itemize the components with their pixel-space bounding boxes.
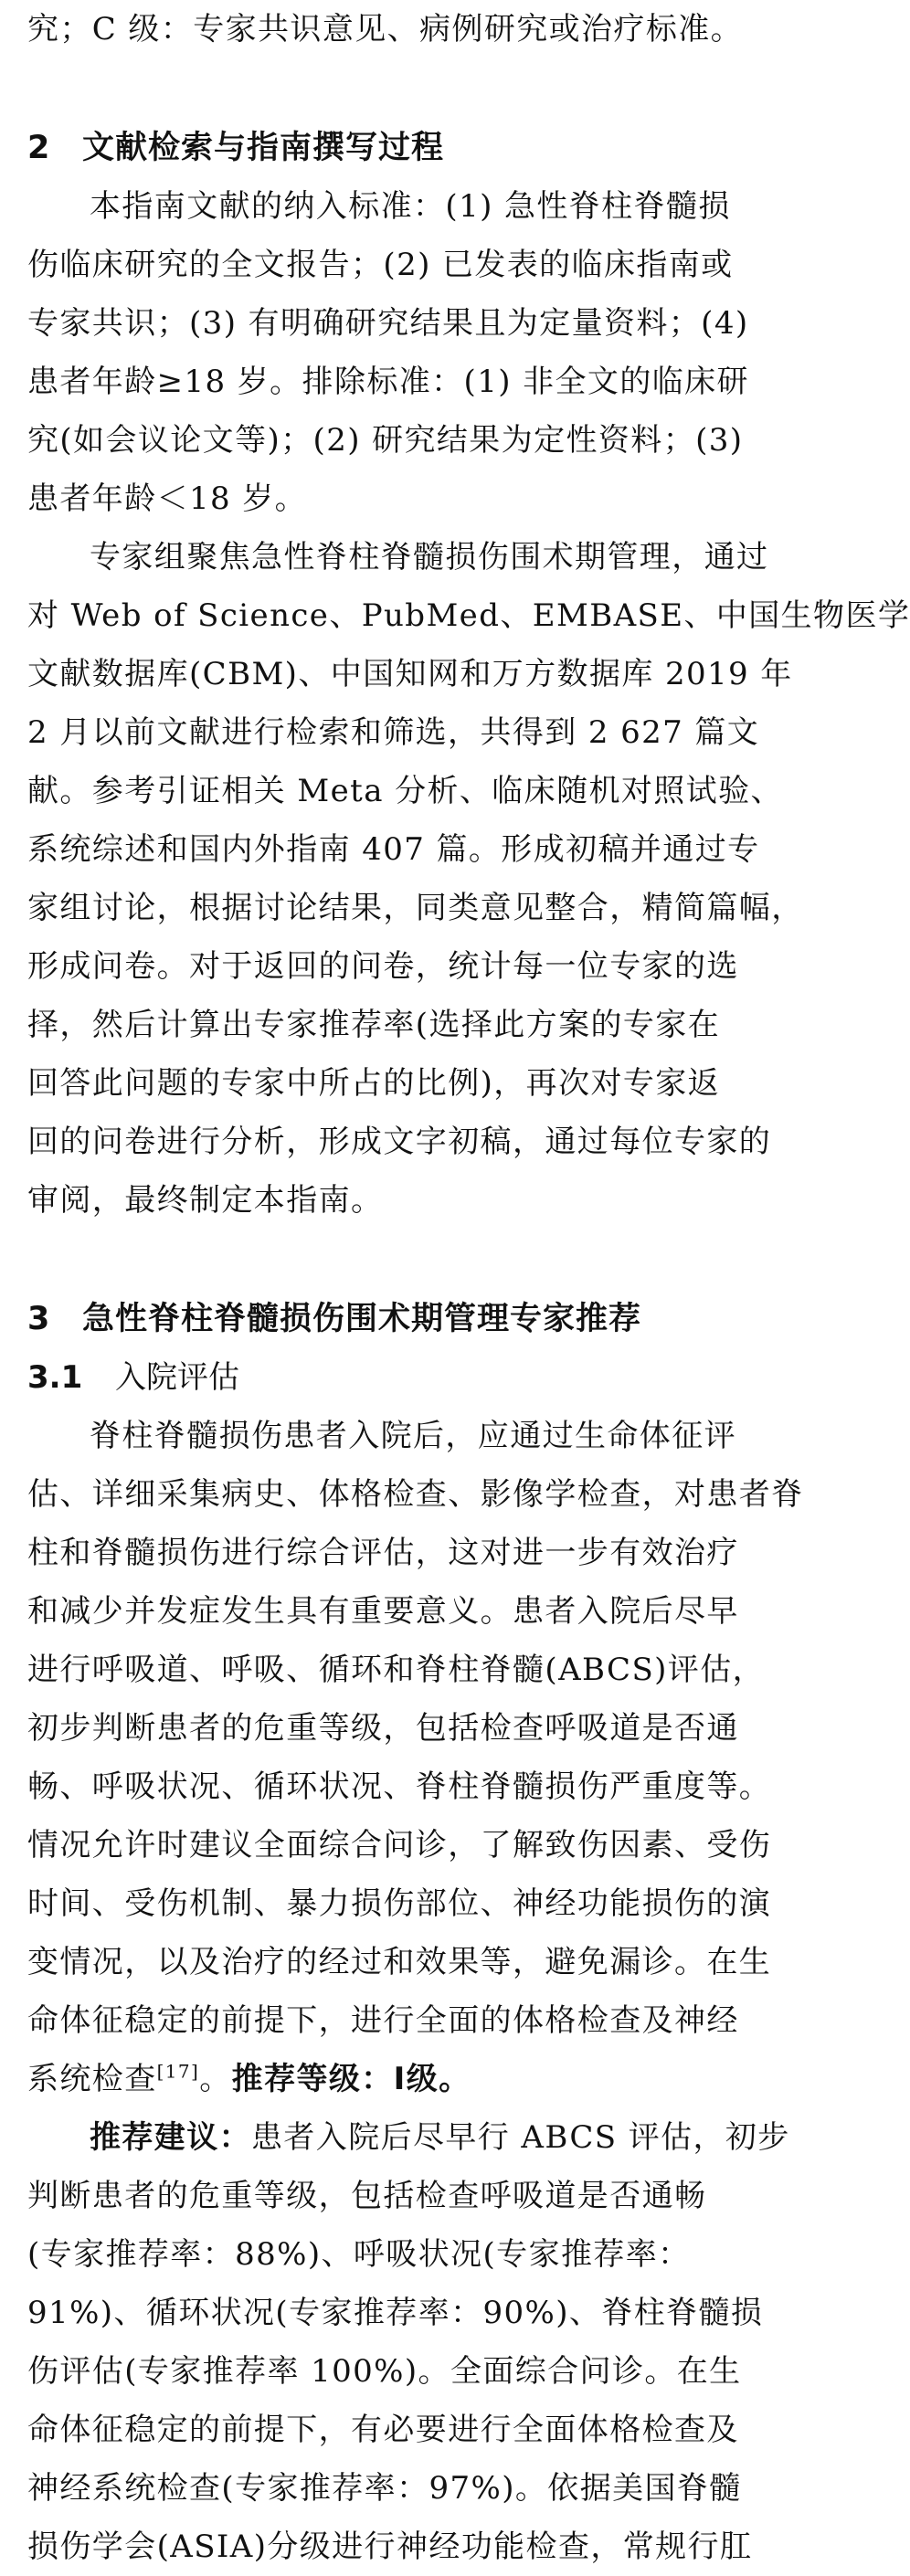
text-line: 家组讨论，根据讨论结果，同类意见整合，精简篇幅， bbox=[27, 890, 804, 926]
text-line: 时间、受伤机制、暴力损伤部位、神经功能损伤的演 bbox=[27, 1885, 772, 1922]
text-line: 柱和脊髓损伤进行综合评估，这对进一步有效治疗 bbox=[27, 1535, 739, 1571]
text-line: 回的问卷进行分析，形成文字初稿，通过每位专家的 bbox=[27, 1124, 772, 1160]
section-2-heading bbox=[27, 119, 791, 177]
text-line: 专家组聚焦急性脊柱脊髓损伤围术期管理，通过 bbox=[90, 539, 769, 575]
text-line: 本指南文献的纳入标准：(1) 急性脊柱脊髓损 bbox=[90, 188, 731, 225]
text-fragment: 患者入院后尽早行 ABCS 评估，初步 bbox=[251, 2119, 790, 2156]
text-line: 形成问卷。对于返回的问卷，统计每一位专家的选 bbox=[27, 948, 739, 985]
top-line: 究；C 级：专家共识意见、病例研究或治疗标准。 bbox=[27, 11, 744, 48]
subsection-3-1-number: 3.1 bbox=[27, 1359, 83, 1396]
text-line: 伤评估(专家推荐率 100%)。全面综合问诊。在生 bbox=[27, 2353, 742, 2390]
text-line: 命体征稳定的前提下，有必要进行全面体格检查及 bbox=[27, 2412, 739, 2448]
section-2-title: 文献检索与指南撰写过程 bbox=[82, 130, 445, 166]
subsection-3-1-heading bbox=[27, 1348, 791, 1407]
section-3-title: 急性脊柱脊髓损伤围术期管理专家推荐 bbox=[82, 1301, 642, 1337]
recommendation-label: 推荐建议： bbox=[90, 2119, 251, 2156]
text-fragment: 系统检查 bbox=[27, 2061, 157, 2097]
section-2-paragraph-2 bbox=[27, 528, 910, 1230]
text-line: 初步判断患者的危重等级，包括检查呼吸道是否通 bbox=[27, 1710, 739, 1747]
text-line: 损伤学会(ASIA)分级进行神经功能检查，常规行肛 bbox=[27, 2528, 753, 2565]
text-line bbox=[27, 2108, 791, 2167]
text-line: 择，然后计算出专家推荐率(选择此方案的专家在 bbox=[27, 1007, 721, 1043]
section-2-paragraph-1 bbox=[27, 177, 791, 528]
section-2-number: 2 bbox=[27, 130, 51, 166]
text-line: 文献数据库(CBM)、中国知网和万方数据库 2019 年 bbox=[27, 656, 793, 692]
text-line: 对 Web of Science、PubMed、EMBASE、中国生物医学 bbox=[27, 597, 910, 634]
text-line: 91%)、循环状况(专家推荐率：90%)、脊柱脊髓损 bbox=[27, 2295, 764, 2331]
text-line: 脊柱脊髓损伤患者入院后，应通过生命体征评 bbox=[90, 1418, 736, 1454]
text-line: 进行呼吸道、呼吸、循环和脊柱脊髓(ABCS)评估， bbox=[27, 1652, 766, 1688]
text-line: 畅、呼吸状况、循环状况、脊柱脊髓损伤严重度等。 bbox=[27, 1768, 772, 1805]
section-gap bbox=[27, 1230, 791, 1290]
text-line bbox=[27, 2050, 791, 2108]
text-line: 献。参考引证相关 Meta 分析、临床随机对照试验、 bbox=[27, 773, 783, 809]
text-line: 变情况，以及治疗的经过和效果等，避免漏诊。在生 bbox=[27, 1944, 772, 1980]
text-line: 究(如会议论文等)；(2) 研究结果为定性资料；(3) bbox=[27, 422, 744, 459]
text-line: 估、详细采集病史、体格检查、影像学检查，对患者脊 bbox=[27, 1476, 804, 1513]
text-line: 2 月以前文献进行检索和筛选，共得到 2 627 篇文 bbox=[27, 714, 760, 751]
text-fragment: 。 bbox=[199, 2061, 232, 2097]
text-line: 和减少并发症发生具有重要意义。患者入院后尽早 bbox=[27, 1593, 739, 1630]
text-line: 专家共识；(3) 有明确研究结果且为定量资料；(4) bbox=[27, 305, 749, 342]
text-line: 患者年龄＜18 岁。 bbox=[27, 480, 308, 517]
section-3-1-paragraph-1 bbox=[27, 1407, 804, 2108]
text-line: 神经系统检查(专家推荐率：97%)。依据美国脊髓 bbox=[27, 2470, 742, 2507]
subsection-3-1-title: 入院评估 bbox=[115, 1359, 239, 1396]
text-line: 审阅，最终制定本指南。 bbox=[27, 1182, 384, 1219]
section-gap bbox=[27, 58, 791, 119]
recommendation-grade: 推荐等级：Ⅰ级。 bbox=[231, 2061, 471, 2097]
text-line: 伤临床研究的全文报告；(2) 已发表的临床指南或 bbox=[27, 247, 734, 283]
text-line: 命体征稳定的前提下，进行全面的体格检查及神经 bbox=[27, 2002, 739, 2039]
text-line: (专家推荐率：88%)、呼吸状况(专家推荐率： bbox=[27, 2236, 691, 2273]
text-line: 系统综述和国内外指南 407 篇。形成初稿并通过专 bbox=[27, 831, 760, 868]
text-line: 回答此问题的专家中所占的比例)，再次对专家返 bbox=[27, 1065, 721, 1102]
recommendation-paragraph bbox=[27, 2108, 791, 2576]
text-line: 患者年龄≥18 岁。排除标准：(1) 非全文的临床研 bbox=[27, 364, 749, 400]
section-3-number: 3 bbox=[27, 1301, 51, 1337]
text-line: 判断患者的危重等级，包括检查呼吸道是否通畅 bbox=[27, 2178, 707, 2214]
section-3-heading bbox=[27, 1290, 791, 1348]
text-line: 情况允许时建议全面综合问诊，了解致伤因素、受伤 bbox=[27, 1827, 772, 1863]
citation: [17] bbox=[156, 2060, 200, 2083]
